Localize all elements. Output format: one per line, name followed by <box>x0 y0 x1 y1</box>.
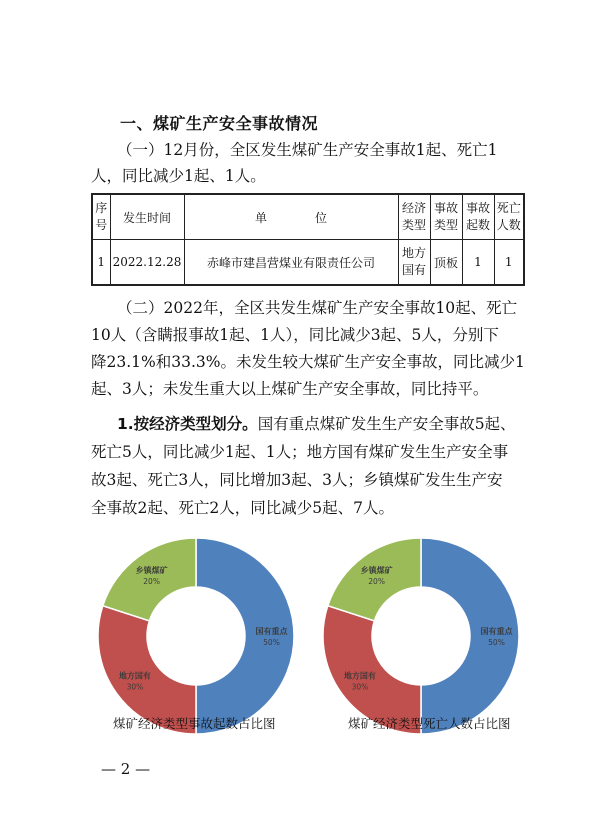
donut-chart-deaths-svg <box>321 536 521 736</box>
para3-line2: 死亡5人，同比减少1起、1人；地方国有煤矿发生生产安全事 <box>91 443 509 461</box>
header-unit: 单 位 <box>184 194 398 240</box>
slice-value-1: 30% <box>126 682 144 692</box>
cell-econ: 地方 国有 <box>398 240 430 286</box>
slice-label-0: 国有重点 <box>255 627 288 636</box>
header-deaths: 死亡 人数 <box>494 194 524 240</box>
donut-chart-accidents-svg <box>96 536 296 736</box>
chart-caption-accidents: 煤矿经济类型事故起数占比图 <box>113 716 276 731</box>
donut-chart-accidents <box>96 536 296 736</box>
header-time: 发生时间 <box>110 194 184 240</box>
header-count: 事故 起数 <box>462 194 494 240</box>
para1-line2: 人，同比减少1起、1人。 <box>91 167 266 185</box>
slice-label-2: 乡镇煤矿 <box>360 565 393 575</box>
para2-line3: 降23.1%和33.3%。未发生较大煤矿生产安全事故，同比减少1 <box>91 353 525 371</box>
cell-acc-type: 顶板 <box>430 240 462 286</box>
table-row <box>92 240 524 286</box>
slice-label-1: 地方国有 <box>343 671 376 681</box>
header-seq: 序 号 <box>92 194 110 240</box>
cell-unit: 赤峰市建昌营煤业有限责任公司 <box>184 240 398 286</box>
slice-label-0: 国有重点 <box>480 627 513 636</box>
slice-value-2: 20% <box>368 576 385 586</box>
slice-value-0: 50% <box>488 638 505 647</box>
para2-line2: 10人（含瞒报事故1起、1人），同比减少3起、5人，分别下 <box>91 326 499 344</box>
para1-line1: （一）12月份，全区发生煤矿生产安全事故1起、死亡1 <box>117 141 498 159</box>
chart-caption-deaths: 煤矿经济类型死亡人数占比图 <box>348 716 511 731</box>
para2-line1: （二）2022年，全区共发生煤矿生产安全事故10起、死亡 <box>117 299 518 317</box>
section-heading: 一、煤矿生产安全事故情况 <box>120 114 319 133</box>
accident-table <box>91 193 525 286</box>
header-acc-type: 事故 类型 <box>430 194 462 240</box>
cell-count: 1 <box>462 240 494 286</box>
table-header-row <box>92 194 524 240</box>
para2-line4: 起、3人；未发生重大以上煤矿生产安全事故，同比持平。 <box>91 380 489 398</box>
donut-chart-deaths <box>321 536 521 736</box>
slice-value-1: 30% <box>351 682 369 692</box>
para3-line4: 全事故2起、死亡2人，同比减少5起、7人。 <box>91 499 394 517</box>
slice-value-2: 20% <box>143 576 160 586</box>
header-econ: 经济 类型 <box>398 194 430 240</box>
cell-time: 2022.12.28 <box>110 240 184 286</box>
cell-seq: 1 <box>92 240 110 286</box>
slice-0 <box>196 538 294 734</box>
para3-line1 <box>117 413 516 435</box>
cell-deaths: 1 <box>494 240 524 286</box>
para3-line1-rest: 国有重点煤矿发生生产安全事故5起、 <box>257 415 516 433</box>
slice-value-0: 50% <box>263 638 280 647</box>
slice-label-1: 地方国有 <box>118 671 151 681</box>
page-number: — 2 — <box>101 760 151 778</box>
para3-bold-lead: 1.按经济类型划分。 <box>117 415 258 433</box>
slice-0 <box>421 538 519 734</box>
slice-label-2: 乡镇煤矿 <box>135 565 168 575</box>
para3-line3: 故3起、死亡3人，同比增加3起、3人；乡镇煤矿发生生产安 <box>91 471 503 489</box>
